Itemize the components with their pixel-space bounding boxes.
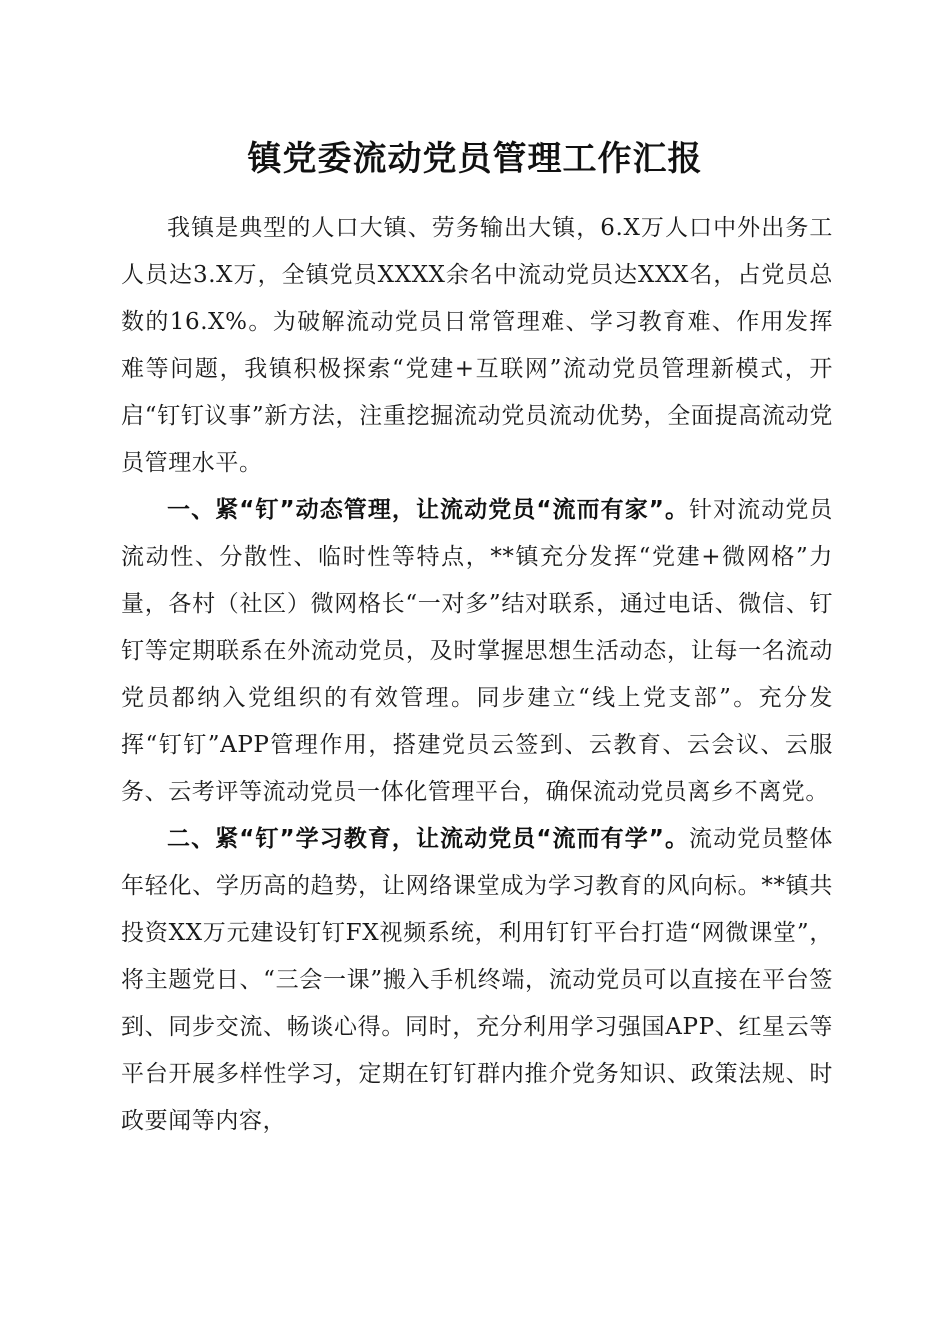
section-heading-2: 二、紧“钉”学习教育，让流动党员“流而有学”。: [167, 826, 690, 852]
section-heading-1: 一、紧“钉”动态管理，让流动党员“流而有家”。: [167, 497, 690, 523]
section-text-1: 针对流动党员流动性、分散性、临时性等特点，**镇充分发挥“党建+微网格”力量，各村（社区）微网格长“一对多”结对联系，通过电话、微信、钉钉等定期联系在外流动党员，及时掌握思想生活动态，让每一名流动党员都纳入党组织的有效管理。同步建立“线上党支部”。充分发挥“钉钉”APP管理作用，搭建党员云签到、云教育、云会议、云服务、云考评等流动党员一体化管理平台，确保流动党员离乡不离党。: [121, 497, 833, 805]
section-paragraph-1: [121, 487, 833, 816]
section-text-2: 流动党员整体年轻化、学历高的趋势，让网络课堂成为学习教育的风向标。**镇共投资XX万元建设钉钉FX视频系统，利用钉钉平台打造“网微课堂”，将主题党日、“三会一课”搬入手机终端，流动党员可以直接在平台签到、同步交流、畅谈心得。同时，充分利用学习强国APP、红星云等平台开展多样性学习，定期在钉钉群内推介党务知识、政策法规、时政要闻等内容，: [121, 826, 833, 1134]
document-body: [121, 205, 833, 1145]
document-title: 镇党委流动党员管理工作汇报: [247, 139, 703, 179]
section-paragraph-2: [121, 816, 833, 1145]
intro-paragraph: 我镇是典型的人口大镇、劳务输出大镇，6.X万人口中外出务工人员达3.X万，全镇党员XXXX余名中流动党员达XXX名，占党员总数的16.X%。为破解流动党员日常管理难、学习教育难、作用发挥难等问题，我镇积极探索“党建+互联网”流动党员管理新模式，开启“钉钉议事”新方法，注重挖掘流动党员流动优势，全面提高流动党员管理水平。: [121, 215, 833, 476]
